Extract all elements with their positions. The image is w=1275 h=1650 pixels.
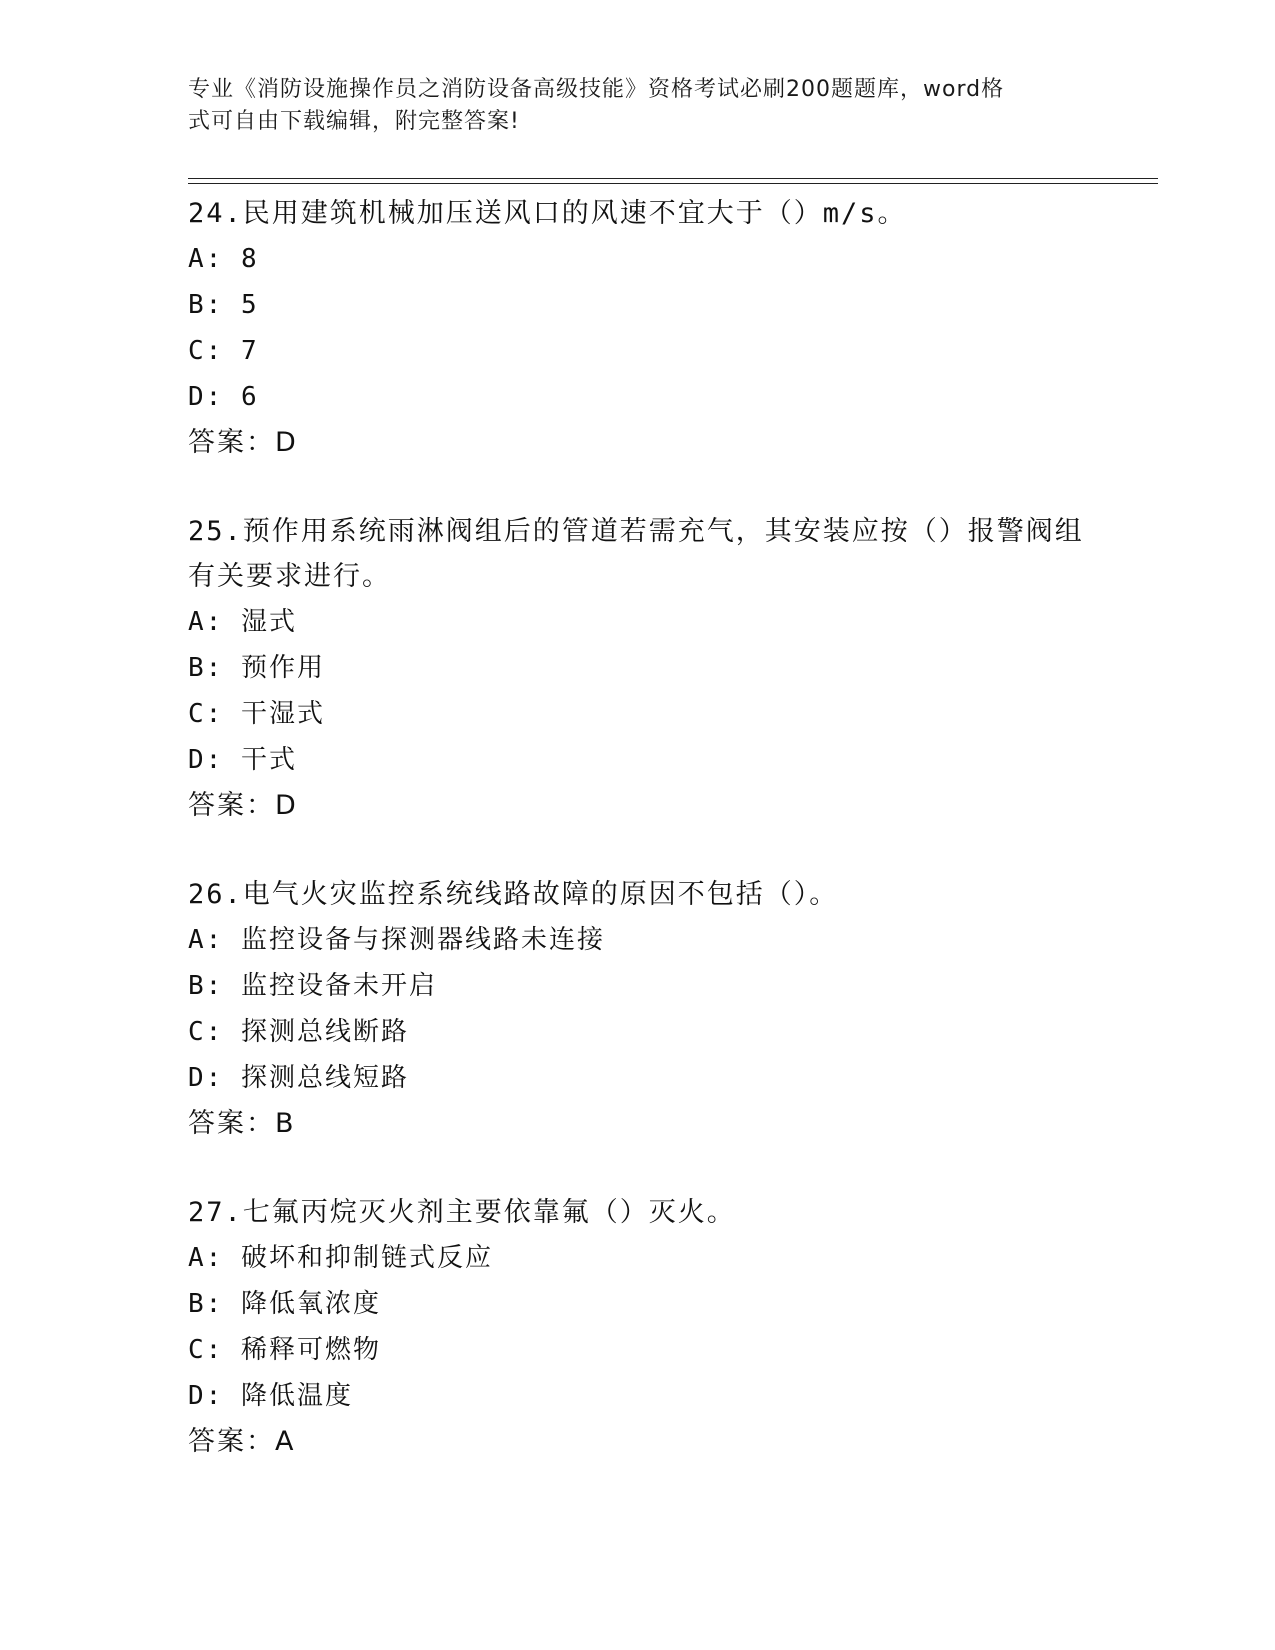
option-c: C: 7 (188, 336, 259, 366)
document-header (188, 74, 1088, 138)
answer: 答案：A (188, 1426, 296, 1457)
question-stem-line: 24.民用建筑机械加压送风口的风速不宜大于（）m/s。 (188, 198, 907, 229)
option-a: A: 湿式 (188, 607, 297, 637)
question-stem-line: 27.七氟丙烷灭火剂主要依靠氟（）灭火。 (188, 1197, 736, 1228)
question-24 (188, 191, 1088, 466)
question-stem-line: 有关要求进行。 (188, 561, 391, 592)
option-b: B: 监控设备未开启 (188, 971, 437, 1001)
answer: 答案：D (188, 790, 298, 821)
question-stem-line: 26.电气火灾监控系统线路故障的原因不包括（）。 (188, 879, 839, 910)
option-a: A: 监控设备与探测器线路未连接 (188, 925, 605, 955)
option-a: A: 8 (188, 244, 259, 274)
question-27 (188, 1190, 1088, 1465)
option-d: D: 降低温度 (188, 1381, 353, 1411)
option-c: C: 稀释可燃物 (188, 1335, 381, 1365)
option-c: C: 干湿式 (188, 699, 325, 729)
question-stem-line: 25.预作用系统雨淋阀组后的管道若需充气，其安装应按（）报警阀组 (188, 516, 1084, 547)
answer: 答案：B (188, 1108, 296, 1139)
header-divider-top (188, 178, 1158, 179)
question-list (188, 191, 1088, 1508)
option-d: D: 干式 (188, 745, 297, 775)
option-b: B: 预作用 (188, 653, 325, 683)
header-line-1: 专业《消防设施操作员之消防设备高级技能》资格考试必刷200题题库，word格 (188, 77, 1005, 102)
answer: 答案：D (188, 427, 298, 458)
option-d: D: 6 (188, 382, 259, 412)
option-d: D: 探测总线短路 (188, 1063, 409, 1093)
header-line-2: 式可自由下载编辑，附完整答案! (188, 109, 520, 134)
question-26 (188, 872, 1088, 1147)
option-a: A: 破坏和抑制链式反应 (188, 1243, 493, 1273)
header-divider-bottom (188, 183, 1158, 184)
question-25 (188, 509, 1088, 829)
option-c: C: 探测总线断路 (188, 1017, 409, 1047)
option-b: B: 5 (188, 290, 259, 320)
option-b: B: 降低氧浓度 (188, 1289, 381, 1319)
